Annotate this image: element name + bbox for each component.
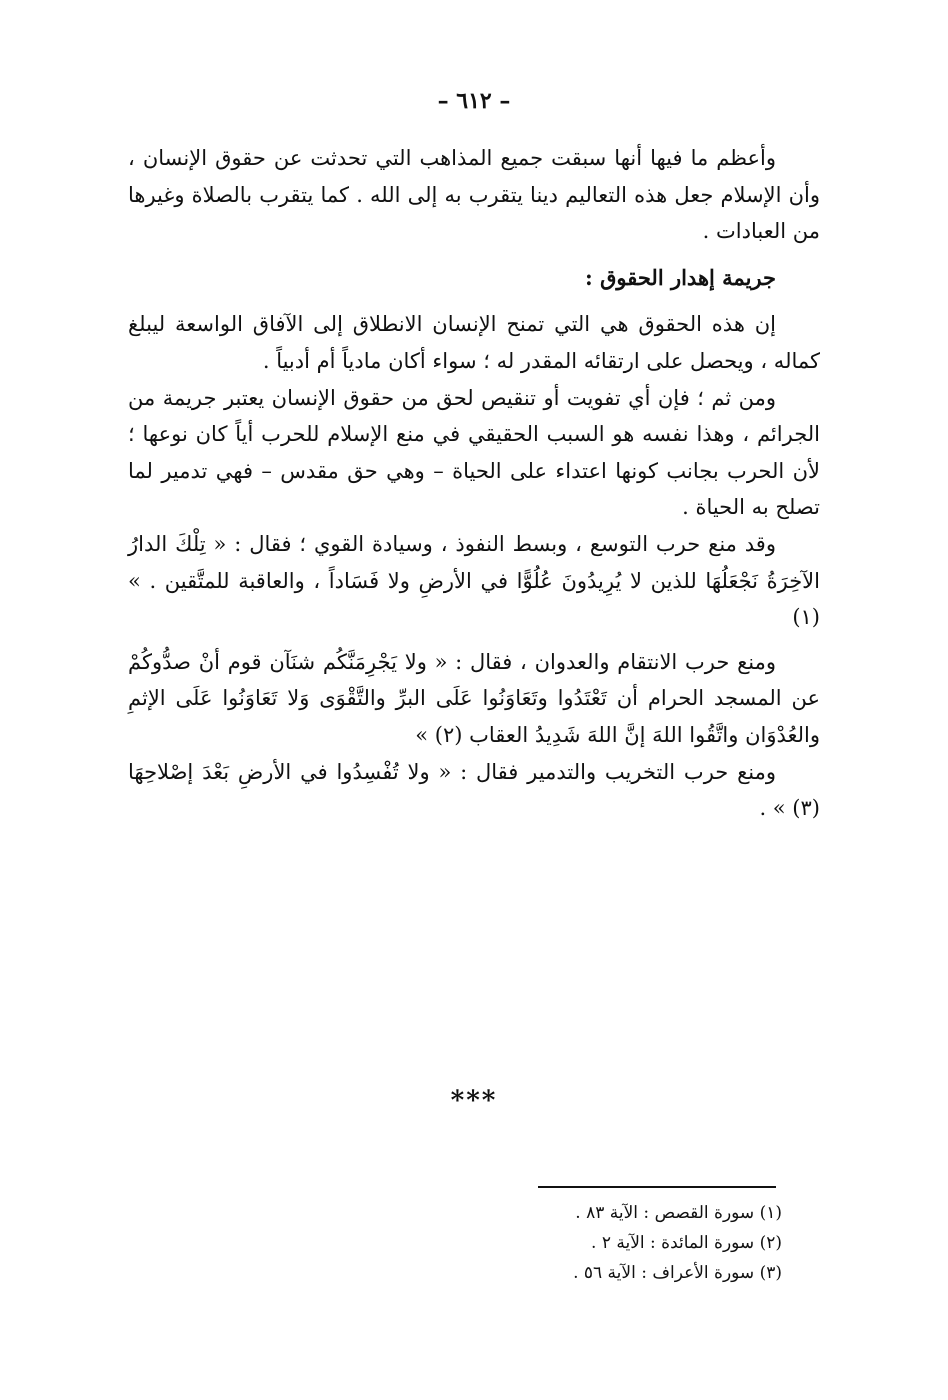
- paragraph-destruction-war: ومنع حرب التخريب والتدمير فقال : « ولا تُفْسِدُوا في الأرضِ بَعْدَ إصْلاحِهَا (٣) » .: [128, 759, 820, 821]
- paragraph-crime: ومن ثم ؛ فإن أي تفويت أو تنقيص لحق من حقوق الإنسان يعتبر جريمة من الجرائم ، وهذا نفسه هو السبب الحقيقي في منع الإسلام للحرب أياً كان نوعها ؛ لأن الحرب بجانب كونها اعتداء على الحياة – وهي حق مقدس – فهي تدمير لما تصلح به الحياة .: [128, 385, 820, 520]
- footnotes: [400, 1198, 782, 1288]
- paragraph-rights: إن هذه الحقوق هي التي تمنح الإنسان الانطلاق إلى الآفاق الواسعة ليبلغ كماله ، ويحصل على ارتقائه المقدر له ؛ سواء أكان مادياً أم أدبياً .: [128, 312, 820, 373]
- paragraph-expansion-war: وقد منع حرب التوسع ، وبسط النفوذ ، وسيادة القوي ؛ فقال : « تِلْكَ الدارُ الآخِرَةُ نَجْعَلُهَا للذين لا يُرِيدُونَ عُلُوًّا في الأرضِ ولا فَسَاداً ، والعاقبة للمتَّقين . » (١): [128, 531, 820, 630]
- main-text: [128, 140, 820, 827]
- section-heading: جريمة إهدار الحقوق :: [585, 264, 776, 290]
- paragraph-intro: وأعظم ما فيها أنها سبقت جميع المذاهب التي تحدثت عن حقوق الإنسان ، وأن الإسلام جعل هذه التعاليم دينا يتقرب به إلى الله . كما يتقرب بالصلاة وغيرها من العبادات .: [128, 146, 820, 244]
- footnote-divider: [538, 1186, 776, 1188]
- footnote-1: (١) سورة القصص : الآية ٨٣ .: [575, 1203, 782, 1223]
- footnote-3: (٣) سورة الأعراف : الآية ٥٦ .: [573, 1263, 782, 1283]
- footnote-2: (٢) سورة المائدة : الآية ٢ .: [591, 1233, 782, 1253]
- page-number: – ٦١٢ –: [437, 88, 511, 114]
- paragraph-revenge-war: ومنع حرب الانتقام والعدوان ، فقال : « ولا يَجْرِمَنَّكُم شنَآن قوم أنْ صدُّوكُمْ عن المسجد الحرام أن تَعْتَدُوا وتَعَاوَنُوا عَلَى البرِّ والتَّقْوَى وَلا تَعَاوَنُوا عَلَى الإثمِ والعُدْوَان واتَّقُوا اللهَ إنَّ اللهَ شَدِيدُ العقاب (٢) »: [128, 649, 820, 747]
- section-separator: ***: [450, 1086, 498, 1116]
